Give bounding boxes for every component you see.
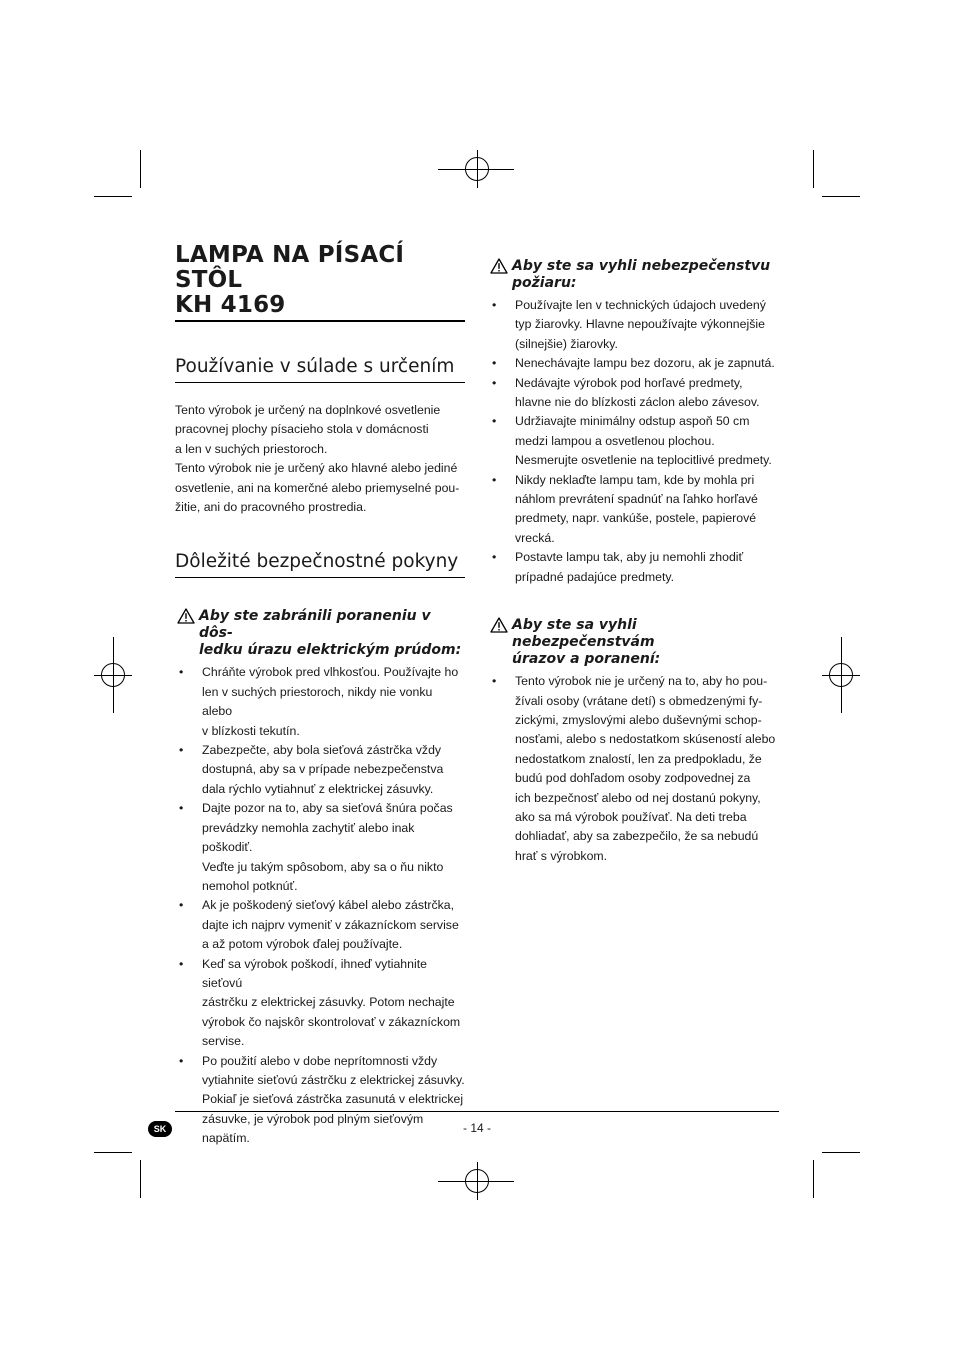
text-line: vrecká. xyxy=(515,530,555,545)
list-item xyxy=(488,374,780,413)
list-item xyxy=(175,741,465,799)
warning-triangle-icon xyxy=(490,617,508,633)
warning-heading-line: Aby ste zabránili poraneniu v dôs- xyxy=(199,608,431,642)
warning-triangle-icon xyxy=(177,608,195,624)
text-line: vytiahnite sieťovú zástrčku z elektrickej zásuvky. xyxy=(202,1072,465,1087)
text-line: (silnejšie) žiarovky. xyxy=(515,336,618,351)
bullet: • xyxy=(492,356,497,371)
text-line: osvetlenie, ani na komerčné alebo priemyselné pou- xyxy=(175,480,460,495)
text-line: Dajte pozor na to, aby sa sieťová šnúra počas xyxy=(202,801,453,816)
text-line: zickými, zmyslovými alebo duševnými schop- xyxy=(515,712,762,727)
text-line: typ žiarovky. Hlavne nepoužívajte výkonnejšie xyxy=(515,317,765,332)
warning-heading-line: ledku úrazu elektrickým prúdom: xyxy=(199,642,462,659)
text-line: nemohol potknúť. xyxy=(202,878,298,893)
crop-mark xyxy=(94,1152,132,1153)
text-line: žívali osoby (vrátane detí) s obmedzenými fy- xyxy=(515,693,763,708)
text-line: zásuvke, je výrobok pod plným sieťovým napätím. xyxy=(202,1111,424,1146)
bullet: • xyxy=(492,674,497,689)
text-line: Tento výrobok je určený na doplnkové osvetlenie xyxy=(175,403,441,417)
crop-mark xyxy=(813,1160,814,1198)
page-number: - 14 - xyxy=(462,1121,491,1135)
title-line: LAMPA NA PÍSACÍ STÔL xyxy=(175,242,405,293)
list-item xyxy=(488,548,780,587)
text-line: žitie, ani do pracovného prostredia. xyxy=(175,500,367,515)
text-line: Nikdy neklaďte lampu tam, kde by mohla pri xyxy=(515,472,755,487)
list-item xyxy=(488,296,780,354)
text-line: Ak je poškodený sieťový kábel alebo zástrčka, xyxy=(202,898,455,913)
text-line: Keď sa výrobok poškodí, ihneď vytiahnite sieťovú xyxy=(202,956,427,990)
crop-mark xyxy=(822,196,860,197)
footer-divider xyxy=(175,1111,779,1112)
list-item xyxy=(175,799,465,896)
text-line: Nesmerujte osvetlenie na teplocitlivé predmety. xyxy=(515,453,772,468)
right-column xyxy=(488,258,780,866)
text-line: dostupná, aby sa v prípade nebezpečenstva xyxy=(202,762,444,777)
list-item xyxy=(175,896,465,954)
text-line: medzi lampou a osvetlenou plochou. xyxy=(515,433,715,448)
text-line: a len v suchých priestoroch. xyxy=(175,441,328,456)
list-item xyxy=(488,412,780,470)
text-line: Po použití alebo v dobe neprítomnosti vždy xyxy=(202,1053,438,1068)
warning-heading-electric xyxy=(175,608,465,659)
language-badge: SK xyxy=(148,1121,172,1137)
text-line: predmety, napr. vankúše, postele, papierové xyxy=(515,511,757,526)
text-line: prevádzky nemohla zachytiť alebo inak poškodiť. xyxy=(202,820,415,855)
warning-heading-fire xyxy=(488,258,780,292)
warning-heading-line: úrazov a poranení: xyxy=(512,651,661,668)
fire-list xyxy=(488,296,780,587)
intended-use-text xyxy=(175,401,465,517)
text-line: a až potom výrobok ďalej používajte. xyxy=(202,937,403,952)
text-line: v blízkosti tekutín. xyxy=(202,723,300,738)
section-heading-intended-use: Používanie v súlade s určením xyxy=(175,356,465,383)
bullet: • xyxy=(492,375,497,390)
list-item xyxy=(488,354,780,373)
list-item xyxy=(488,672,780,866)
text-line: Zabezpečte, aby bola sieťová zástrčka vždy xyxy=(202,743,442,758)
text-line: hlavne nie do blízkosti záclon alebo závesov. xyxy=(515,395,760,410)
text-line: Veďte ju takým spôsobom, aby sa o ňu nikto xyxy=(202,859,444,874)
list-item xyxy=(175,955,465,1052)
crop-mark xyxy=(94,196,132,197)
text-line: dohliadať, aby sa zabezpečilo, že sa nebudú xyxy=(515,829,759,844)
text-line: Nedávajte výrobok pod horľavé predmety, xyxy=(515,375,743,390)
bullet: • xyxy=(179,956,184,971)
text-line: len v suchých priestoroch, nikdy nie vonku alebo xyxy=(202,684,433,719)
text-line: Tento výrobok nie je určený ako hlavné alebo jediné xyxy=(175,461,458,476)
text-line: ich bezpečnosť alebo od nej dostanú pokyny, xyxy=(515,790,761,805)
bullet: • xyxy=(492,550,497,565)
list-item xyxy=(175,663,465,741)
text-line: Chráňte výrobok pred vlhkosťou. Používajte ho xyxy=(202,665,459,680)
text-line: zástrčku z elektrickej zásuvky. Potom nechajte xyxy=(202,995,455,1010)
text-line: Používajte len v technických údajoch uvedený xyxy=(515,298,766,312)
bullet: • xyxy=(179,801,184,816)
bullet: • xyxy=(492,472,497,487)
section-heading-safety: Dôležité bezpečnostné pokyny xyxy=(175,551,465,578)
warning-heading-line: Aby ste sa vyhli nebezpečenstvu xyxy=(512,258,771,274)
page-title xyxy=(175,243,465,322)
bullet: • xyxy=(492,414,497,429)
text-line: servise. xyxy=(202,1034,245,1049)
crop-mark xyxy=(140,1160,141,1198)
list-item xyxy=(488,471,780,549)
text-line: Pokiaľ je sieťová zástrčka zasunutá v elektrickej xyxy=(202,1092,464,1107)
electric-list xyxy=(175,663,465,1148)
text-line: Postavte lampu tak, aby ju nemohli zhodiť xyxy=(515,550,744,565)
warning-heading-line: Aby ste sa vyhli nebezpečenstvám xyxy=(512,617,655,651)
text-line: Tento výrobok nie je určený na to, aby ho pou- xyxy=(515,674,768,689)
crop-mark xyxy=(822,1152,860,1153)
warning-heading-line: požiaru: xyxy=(512,275,577,291)
text-line: nosťami, alebo s nedostatkom skúseností alebo xyxy=(515,732,776,747)
bullet: • xyxy=(179,665,184,680)
bullet: • xyxy=(179,898,184,913)
text-line: prípadné padajúce predmety. xyxy=(515,569,675,584)
text-line: náhlom prevrátení spadnúť na ľahko horľavé xyxy=(515,492,758,507)
injury-list xyxy=(488,672,780,866)
text-line: výrobok čo najskôr skontrolovať v zákazníckom xyxy=(202,1014,461,1029)
bullet: • xyxy=(179,743,184,758)
left-column xyxy=(175,243,465,1149)
bullet: • xyxy=(492,298,497,312)
text-line: budú pod dohľadom osoby zodpovednej za xyxy=(515,771,751,786)
text-line: dajte ich najprv vymeniť v zákazníckom servise xyxy=(202,917,459,932)
title-line: KH 4169 xyxy=(175,292,286,318)
crop-mark xyxy=(813,150,814,188)
text-line: dala rýchlo vytiahnuť z elektrickej zásuvky. xyxy=(202,781,434,796)
bullet: • xyxy=(179,1053,184,1068)
text-line: ako sa má výrobok používať. Na deti treba xyxy=(515,809,747,824)
warning-heading-injury xyxy=(488,617,780,668)
text-line: Nenechávajte lampu bez dozoru, ak je zapnutá. xyxy=(515,356,775,371)
text-line: nedostatkom znalostí, len za predpokladu, že xyxy=(515,751,762,766)
text-line: Udržiavajte minimálny odstup aspoň 50 cm xyxy=(515,414,750,429)
crop-mark xyxy=(140,150,141,188)
text-line: hrať s výrobkom. xyxy=(515,848,608,863)
warning-triangle-icon xyxy=(490,258,508,274)
text-line: pracovnej plochy písacieho stola v domácnosti xyxy=(175,422,429,437)
